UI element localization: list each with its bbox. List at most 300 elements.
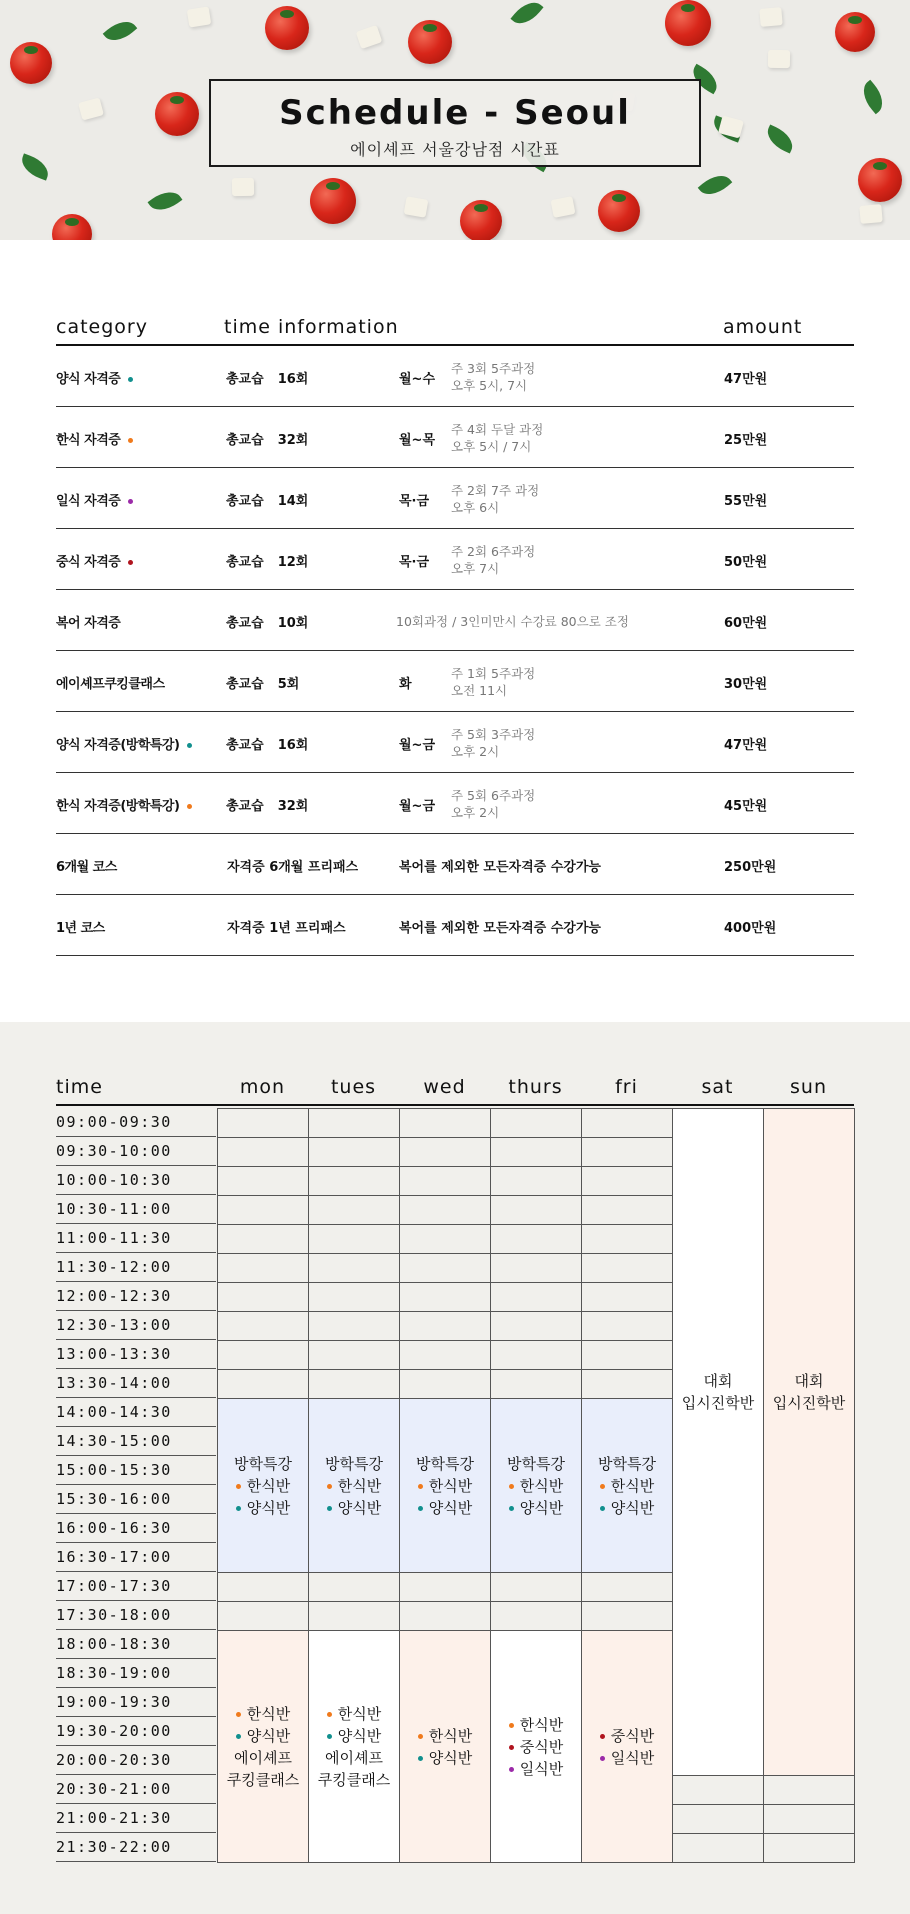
price-category-label: 6개월 코스 [56, 860, 117, 875]
price-amount: 25만원 [724, 433, 768, 448]
time-slot-label: 10:30-11:00 [56, 1195, 216, 1224]
timetable-empty-cell [581, 1224, 673, 1254]
timetable-empty-cell [581, 1311, 673, 1341]
timetable-header-time: time [56, 1076, 103, 1098]
time-slot-label: 18:00-18:30 [56, 1630, 216, 1659]
cheese-image [550, 196, 575, 218]
class-block-footer: 에이셰프 [325, 1748, 383, 1767]
price-days: 목·금 [399, 555, 430, 570]
price-amount: 60만원 [724, 616, 768, 631]
class-dot-icon [509, 1723, 514, 1728]
price-total-count: 12회 [277, 555, 309, 570]
price-detail-line: 오후 2시 [451, 744, 500, 759]
price-days: 월~수 [399, 372, 436, 387]
time-slot-label: 12:00-12:30 [56, 1282, 216, 1311]
time-slot-label: 14:30-15:00 [56, 1427, 216, 1456]
class-item-label: 한식반 [337, 1476, 382, 1495]
class-item-label: 한식반 [428, 1476, 473, 1495]
timetable-empty-cell [399, 1601, 491, 1631]
price-detail [451, 421, 543, 455]
category-dot-icon [128, 438, 133, 443]
price-category [56, 612, 120, 631]
price-category [56, 917, 105, 936]
class-item-label: 한식반 [246, 1476, 291, 1495]
price-detail-line: 주 5회 6주과정 [451, 788, 536, 803]
price-note: 10회과정 / 3인미만시 수강료 80으로 조정 [396, 614, 629, 629]
price-amount: 250만원 [724, 860, 777, 875]
class-item [418, 1747, 472, 1769]
class-block-items [600, 1725, 654, 1769]
page-subtitle: 에이셰프 서울강남점 시간표 [350, 140, 560, 159]
time-slot-label: 12:30-13:00 [56, 1311, 216, 1340]
price-total-count: 32회 [277, 799, 309, 814]
timetable-class-block [763, 1108, 855, 1776]
tomato-image [858, 158, 902, 202]
price-table-header [56, 316, 854, 346]
class-item [509, 1714, 563, 1736]
timetable-empty-cell [490, 1340, 582, 1370]
price-category [56, 673, 165, 692]
tomato-image [665, 0, 711, 46]
price-row [56, 529, 854, 590]
price-row [56, 834, 854, 895]
time-slot-label: 21:30-22:00 [56, 1833, 216, 1862]
timetable-empty-cell [399, 1195, 491, 1225]
timetable-class-block [308, 1630, 400, 1863]
class-dot-icon [236, 1506, 241, 1511]
timetable-header-thurs: thurs [508, 1076, 563, 1098]
timetable-empty-cell [217, 1137, 309, 1167]
price-days: 목·금 [399, 494, 430, 509]
category-dot-icon [128, 377, 133, 382]
timetable-empty-cell [308, 1369, 400, 1399]
price-total-label: 총교습 [226, 677, 264, 692]
price-row [56, 773, 854, 834]
class-item-label: 중식반 [519, 1737, 564, 1756]
time-slot-label: 21:00-21:30 [56, 1804, 216, 1833]
price-note: 복어를 제외한 모든자격증 수강가능 [399, 860, 601, 875]
price-total [226, 612, 308, 631]
timetable-empty-cell [308, 1137, 400, 1167]
timetable-empty-cell [399, 1224, 491, 1254]
category-dot-icon [128, 560, 133, 565]
class-dot-icon [600, 1734, 605, 1739]
class-block-title: 방학특강 [325, 1454, 383, 1473]
price-amount: 400만원 [724, 921, 777, 936]
time-slot-label: 19:00-19:30 [56, 1688, 216, 1717]
price-detail-line: 주 2회 7주 과정 [451, 483, 540, 498]
class-block-title: 대회 [794, 1371, 824, 1390]
cheese-image [356, 25, 383, 49]
timetable-empty-cell [399, 1137, 491, 1167]
timetable-empty-cell [217, 1601, 309, 1631]
price-total [226, 795, 308, 814]
class-item-label: 한식반 [519, 1476, 564, 1495]
class-item-label: 한식반 [246, 1704, 291, 1723]
timetable-empty-cell [581, 1137, 673, 1167]
class-block-items [509, 1475, 563, 1519]
price-row [56, 590, 854, 651]
leaf-image [18, 153, 52, 180]
price-total-label: 총교습 [226, 799, 264, 814]
timetable-empty-cell [308, 1166, 400, 1196]
timetable-empty-cell [581, 1108, 673, 1138]
class-block-items [418, 1725, 472, 1769]
timetable-empty-cell [308, 1340, 400, 1370]
price-detail-line: 주 4회 두달 과정 [451, 422, 544, 437]
timetable-class-block [399, 1398, 491, 1573]
timetable-empty-cell [581, 1253, 673, 1283]
timetable-empty-cell [308, 1572, 400, 1602]
time-slot-label: 20:30-21:00 [56, 1775, 216, 1804]
timetable-empty-cell [490, 1137, 582, 1167]
price-row [56, 651, 854, 712]
tomato-image [52, 214, 92, 240]
timetable-class-block [308, 1398, 400, 1573]
price-category [56, 368, 133, 387]
time-slot-label: 10:00-10:30 [56, 1166, 216, 1195]
hero-banner [0, 0, 910, 240]
class-dot-icon [509, 1484, 514, 1489]
tomato-image [310, 178, 356, 224]
class-item-label: 일식반 [610, 1748, 655, 1767]
time-slot-label: 18:30-19:00 [56, 1659, 216, 1688]
class-item [327, 1725, 381, 1747]
time-slot-label: 09:00-09:30 [56, 1108, 216, 1137]
class-item [236, 1475, 290, 1497]
tomato-image [598, 190, 640, 232]
cheese-image [78, 97, 104, 120]
price-category-label: 한식 자격증 [56, 433, 121, 448]
class-item [327, 1703, 381, 1725]
price-total-label: 총교습 [226, 372, 264, 387]
category-dot-icon [128, 499, 133, 504]
class-item [600, 1725, 654, 1747]
timetable-empty-cell [308, 1601, 400, 1631]
timetable-class-block [217, 1398, 309, 1573]
cheese-image [859, 204, 882, 224]
class-dot-icon [236, 1734, 241, 1739]
price-total-count: 32회 [277, 433, 309, 448]
class-block-title: 입시진학반 [772, 1393, 846, 1412]
timetable-empty-cell [490, 1166, 582, 1196]
price-days: 월~금 [399, 738, 436, 753]
time-slot-label: 17:30-18:00 [56, 1601, 216, 1630]
class-item-label: 양식반 [246, 1498, 291, 1517]
class-block-title: 방학특강 [598, 1454, 656, 1473]
class-item-label: 양식반 [337, 1498, 382, 1517]
price-amount: 47만원 [724, 738, 768, 753]
timetable-header-sun: sun [790, 1076, 827, 1098]
class-item-label: 양식반 [246, 1726, 291, 1745]
price-category [56, 429, 133, 448]
leaf-image [103, 14, 138, 47]
class-item [418, 1725, 472, 1747]
class-item [236, 1497, 290, 1519]
price-amount: 45만원 [724, 799, 768, 814]
page-title: Schedule - Seoul [279, 93, 631, 133]
timetable-header-tues: tues [330, 1076, 377, 1098]
category-dot-icon [187, 743, 192, 748]
price-total-count: 5회 [277, 677, 300, 692]
timetable-empty-cell [399, 1253, 491, 1283]
timetable-empty-cell [581, 1282, 673, 1312]
cheese-image [768, 50, 790, 68]
header-category: category [56, 316, 148, 338]
class-item [236, 1703, 290, 1725]
timetable-empty-cell [308, 1224, 400, 1254]
timetable-empty-cell [399, 1572, 491, 1602]
leaf-image [148, 185, 183, 217]
price-total [226, 673, 299, 692]
timetable-empty-cell [399, 1369, 491, 1399]
price-total [226, 734, 308, 753]
leaf-image [856, 80, 889, 115]
price-detail-line: 오전 11시 [451, 683, 508, 698]
timetable-class-block [217, 1630, 309, 1863]
timetable-class-block [581, 1630, 673, 1863]
price-category [56, 795, 192, 814]
price-detail [451, 787, 535, 821]
price-detail-line: 주 1회 5주과정 [451, 666, 536, 681]
tomato-image [835, 12, 875, 52]
timetable-empty-cell [308, 1195, 400, 1225]
timetable-empty-cell [399, 1311, 491, 1341]
class-dot-icon [509, 1745, 514, 1750]
timetable-class-block [581, 1398, 673, 1573]
timetable-empty-cell [490, 1282, 582, 1312]
price-amount: 55만원 [724, 494, 768, 509]
class-block-title: 방학특강 [234, 1454, 292, 1473]
class-item [600, 1747, 654, 1769]
class-item [327, 1497, 381, 1519]
time-slot-label: 20:00-20:30 [56, 1746, 216, 1775]
timetable-header-fri: fri [615, 1076, 638, 1098]
time-slot-label: 16:30-17:00 [56, 1543, 216, 1572]
price-total-label: 총교습 [226, 555, 264, 570]
price-row [56, 895, 854, 956]
price-category [56, 856, 117, 875]
timetable-empty-cell [217, 1369, 309, 1399]
timetable-empty-cell [308, 1282, 400, 1312]
timetable-empty-cell [581, 1572, 673, 1602]
timetable-empty-cell [217, 1195, 309, 1225]
price-total-count: 10회 [277, 616, 309, 631]
class-item-label: 양식반 [337, 1726, 382, 1745]
timetable-empty-cell [490, 1195, 582, 1225]
class-dot-icon [509, 1506, 514, 1511]
price-detail-line: 주 5회 3주과정 [451, 727, 536, 742]
class-item [509, 1475, 563, 1497]
price-detail [451, 360, 535, 394]
class-dot-icon [236, 1484, 241, 1489]
class-dot-icon [327, 1506, 332, 1511]
price-row [56, 346, 854, 407]
class-dot-icon [327, 1734, 332, 1739]
class-item-label: 일식반 [519, 1759, 564, 1778]
price-detail [451, 726, 535, 760]
price-row [56, 407, 854, 468]
timetable-header-mon: mon [239, 1076, 286, 1098]
time-slot-label: 19:30-20:00 [56, 1717, 216, 1746]
timetable-class-block [490, 1630, 582, 1863]
leaf-image [510, 0, 543, 30]
price-total-count: 14회 [277, 494, 309, 509]
timetable-class-block [399, 1630, 491, 1863]
timetable-empty-cell [308, 1311, 400, 1341]
price-amount: 47만원 [724, 372, 768, 387]
tomato-image [408, 20, 452, 64]
hero-title-box [209, 79, 701, 167]
class-block-title: 입시진학반 [681, 1393, 755, 1412]
class-item [509, 1736, 563, 1758]
timetable-empty-cell [672, 1833, 764, 1863]
class-item-label: 양식반 [610, 1498, 655, 1517]
price-amount: 30만원 [724, 677, 768, 692]
price-total-count: 16회 [277, 372, 309, 387]
price-category-label: 중식 자격증 [56, 555, 121, 570]
timetable-empty-cell [490, 1601, 582, 1631]
time-slot-label: 15:30-16:00 [56, 1485, 216, 1514]
price-days: 화 [399, 677, 412, 692]
class-dot-icon [418, 1756, 423, 1761]
price-detail [451, 543, 535, 577]
timetable-empty-cell [490, 1253, 582, 1283]
class-dot-icon [418, 1506, 423, 1511]
category-dot-icon [187, 804, 192, 809]
price-table [56, 316, 854, 956]
price-detail-line: 주 2회 6주과정 [451, 544, 536, 559]
price-amount: 50만원 [724, 555, 768, 570]
timetable-empty-cell [308, 1253, 400, 1283]
class-dot-icon [600, 1484, 605, 1489]
class-block-items [236, 1703, 290, 1747]
class-block-title: 방학특강 [507, 1454, 565, 1473]
class-item-label: 중식반 [610, 1726, 655, 1745]
price-category-label: 한식 자격증(방학특강) [56, 799, 180, 814]
class-dot-icon [327, 1712, 332, 1717]
class-item-label: 양식반 [428, 1498, 473, 1517]
price-category-label: 일식 자격증 [56, 494, 121, 509]
price-days: 월~금 [399, 799, 436, 814]
class-item [509, 1497, 563, 1519]
price-category [56, 734, 192, 753]
timetable-empty-cell [672, 1775, 764, 1805]
class-block-items [327, 1475, 381, 1519]
timetable-empty-cell [763, 1775, 855, 1805]
class-item [509, 1758, 563, 1780]
cheese-image [759, 7, 782, 27]
class-dot-icon [600, 1756, 605, 1761]
timetable-empty-cell [217, 1282, 309, 1312]
price-row [56, 468, 854, 529]
class-block-items [236, 1475, 290, 1519]
timetable-empty-cell [217, 1311, 309, 1341]
class-block-title: 대회 [703, 1371, 733, 1390]
class-item-label: 양식반 [428, 1748, 473, 1767]
price-detail-line: 오후 5시, 7시 [451, 378, 528, 393]
time-slot-label: 11:30-12:00 [56, 1253, 216, 1282]
timetable-empty-cell [490, 1572, 582, 1602]
price-rows [56, 346, 854, 956]
class-item-label: 한식반 [428, 1726, 473, 1745]
timetable-header [56, 1076, 854, 1106]
price-detail-line: 오후 7시 [451, 561, 500, 576]
timetable-empty-cell [308, 1108, 400, 1138]
cheese-image [187, 6, 212, 27]
class-dot-icon [600, 1506, 605, 1511]
price-row [56, 712, 854, 773]
class-item [600, 1497, 654, 1519]
tomato-image [460, 200, 502, 240]
price-pass: 자격증 6개월 프리패스 [227, 860, 359, 875]
price-category-label: 에이셰프쿠킹클래스 [56, 677, 165, 692]
cheese-image [404, 196, 429, 218]
timetable-empty-cell [217, 1253, 309, 1283]
timetable-empty-cell [581, 1166, 673, 1196]
time-slot-label: 13:00-13:30 [56, 1340, 216, 1369]
class-item-label: 한식반 [610, 1476, 655, 1495]
class-item [600, 1475, 654, 1497]
class-item-label: 한식반 [337, 1704, 382, 1723]
timetable-empty-cell [399, 1166, 491, 1196]
tomato-image [155, 92, 199, 136]
timetable-empty-cell [217, 1572, 309, 1602]
class-block-footer: 에이셰프 [234, 1748, 292, 1767]
price-detail-line: 오후 5시 / 7시 [451, 439, 532, 454]
class-dot-icon [327, 1484, 332, 1489]
timetable-empty-cell [581, 1601, 673, 1631]
price-total [226, 429, 308, 448]
class-item [236, 1725, 290, 1747]
class-item [418, 1497, 472, 1519]
price-total [226, 490, 308, 509]
timetable-empty-cell [217, 1340, 309, 1370]
class-item-label: 한식반 [519, 1715, 564, 1734]
price-detail [451, 482, 539, 516]
timetable-empty-cell [490, 1224, 582, 1254]
time-slot-label: 16:00-16:30 [56, 1514, 216, 1543]
class-item [418, 1475, 472, 1497]
time-slot-label: 13:30-14:00 [56, 1369, 216, 1398]
time-slot-label: 11:00-11:30 [56, 1224, 216, 1253]
class-dot-icon [509, 1767, 514, 1772]
timetable-empty-cell [763, 1833, 855, 1863]
timetable-empty-cell [217, 1224, 309, 1254]
price-total-label: 총교습 [226, 738, 264, 753]
timetable-empty-cell [399, 1282, 491, 1312]
class-item-label: 양식반 [519, 1498, 564, 1517]
time-slot-label: 14:00-14:30 [56, 1398, 216, 1427]
price-total-label: 총교습 [226, 616, 264, 631]
price-total-count: 16회 [277, 738, 309, 753]
price-pass: 자격증 1년 프리패스 [227, 921, 346, 936]
class-block-items [509, 1714, 563, 1780]
timetable-class-block [672, 1108, 764, 1776]
timetable-empty-cell [581, 1340, 673, 1370]
price-category-label: 1년 코스 [56, 921, 105, 936]
class-dot-icon [418, 1484, 423, 1489]
timetable-empty-cell [399, 1108, 491, 1138]
timetable-empty-cell [490, 1369, 582, 1399]
price-category-label: 복어 자격증 [56, 616, 121, 631]
timetable-empty-cell [581, 1195, 673, 1225]
price-detail [451, 665, 535, 699]
leaf-image [763, 125, 798, 154]
header-amount: amount [723, 316, 803, 338]
time-slot-label: 15:00-15:30 [56, 1456, 216, 1485]
timetable-empty-cell [672, 1804, 764, 1834]
